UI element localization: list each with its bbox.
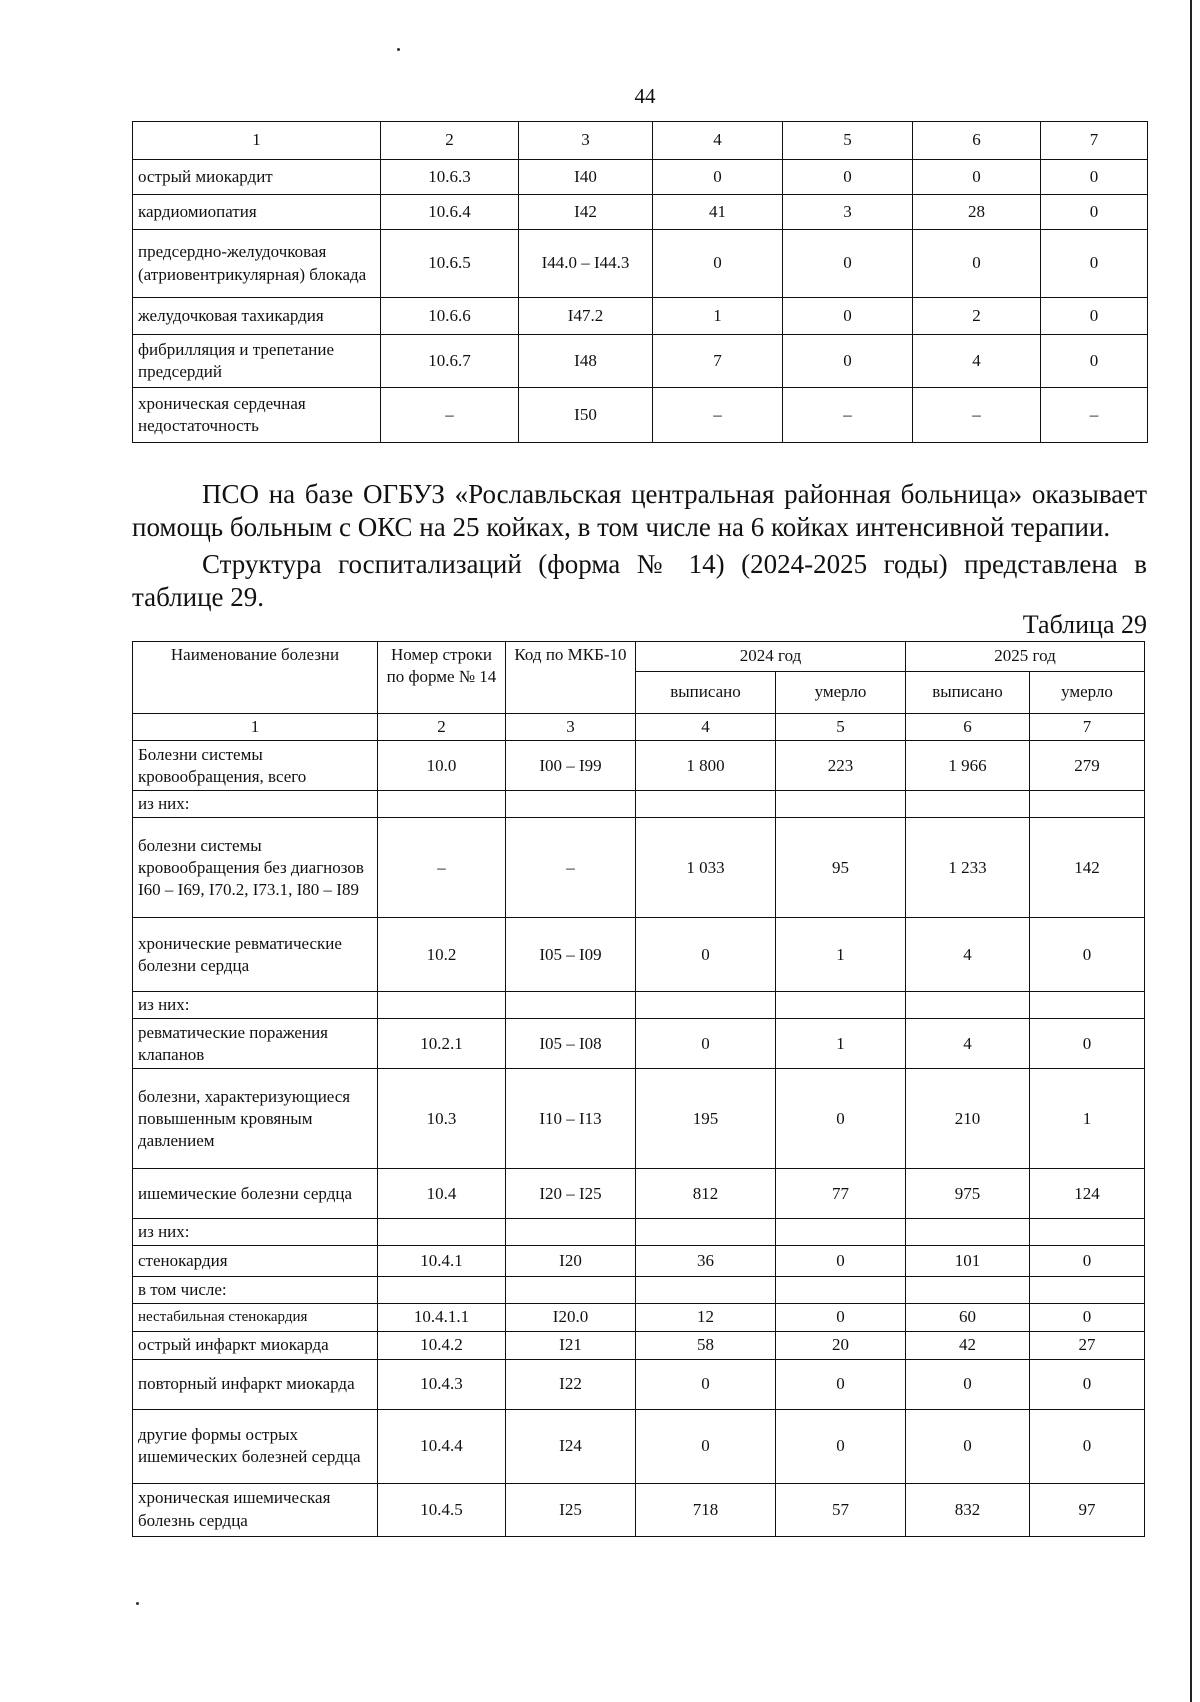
header-discharged: выписано: [636, 672, 776, 714]
column-number: 4: [653, 122, 783, 160]
table-cell: 12: [636, 1304, 776, 1331]
disease-name-cell: острый миокардит: [133, 160, 381, 195]
table-cell: 0: [783, 230, 913, 298]
table-cell: 0: [636, 918, 776, 992]
table-cell: I42: [519, 195, 653, 230]
table-cell: 812: [636, 1169, 776, 1219]
column-number: 5: [783, 122, 913, 160]
table-cell: I44.0 – I44.3: [519, 230, 653, 298]
top-table-header-row: [133, 122, 1148, 160]
scan-speck: [136, 1602, 139, 1605]
table-cell: 4: [906, 918, 1030, 992]
table-cell: 223: [776, 741, 906, 791]
table-cell: [906, 791, 1030, 818]
table-cell: 10.6.6: [381, 298, 519, 335]
table-cell: 10.4: [378, 1169, 506, 1219]
table-cell: 10.3: [378, 1069, 506, 1169]
table-cell: 0: [1030, 1409, 1145, 1483]
disease-name-cell: повторный инфаркт миокарда: [133, 1359, 378, 1409]
column-number: 5: [776, 714, 906, 741]
table-cell: –: [913, 388, 1041, 443]
table-cell: 0: [783, 335, 913, 388]
paragraph-beds: [132, 478, 1147, 544]
table-cell: [378, 992, 506, 1019]
disease-name-cell: Болезни системы кровообращения, всего: [133, 741, 378, 791]
table-row: [133, 298, 1148, 335]
table-cell: 57: [776, 1483, 906, 1536]
table-cell: [378, 1219, 506, 1246]
table-caption: Таблица 29: [1022, 610, 1147, 639]
disease-name-cell: нестабильная стенокардия: [133, 1304, 378, 1331]
table-cell: 10.2.1: [378, 1019, 506, 1069]
disease-name-cell: из них:: [133, 791, 378, 818]
header-year-2025: 2025 год: [906, 642, 1145, 672]
table-cell: 42: [906, 1331, 1030, 1359]
table-cell: 4: [913, 335, 1041, 388]
table-cell: 975: [906, 1169, 1030, 1219]
table-cell: –: [506, 818, 636, 918]
column-number: 2: [378, 714, 506, 741]
table-cell: I22: [506, 1359, 636, 1409]
table-cell: 10.6.5: [381, 230, 519, 298]
paragraph-text: Структура госпитализаций (форма № 14) (2024-2025 годы) представлена в таблице 29.: [132, 549, 1147, 612]
table-cell: [506, 992, 636, 1019]
table-cell: 0: [776, 1359, 906, 1409]
table-row: [133, 1219, 1145, 1246]
table-row: [133, 1359, 1145, 1409]
header-discharged: выписано: [906, 672, 1030, 714]
table-cell: 10.6.3: [381, 160, 519, 195]
table-cell: 60: [906, 1304, 1030, 1331]
column-number: 1: [133, 122, 381, 160]
table-cell: I40: [519, 160, 653, 195]
table-cell: 10.4.5: [378, 1483, 506, 1536]
table-cell: I50: [519, 388, 653, 443]
disease-name-cell: хроническая сердечная недостаточность: [133, 388, 381, 443]
table-cell: [636, 992, 776, 1019]
table-row: [133, 1483, 1145, 1536]
table-cell: 0: [636, 1019, 776, 1069]
table-cell: 0: [776, 1304, 906, 1331]
disease-name-cell: желудочковая тахикардия: [133, 298, 381, 335]
table-cell: 1 966: [906, 741, 1030, 791]
table-cell: 0: [913, 160, 1041, 195]
table-cell: 10.0: [378, 741, 506, 791]
table-cell: [906, 992, 1030, 1019]
table-cell: 20: [776, 1331, 906, 1359]
table-cell: I21: [506, 1331, 636, 1359]
table-cell: [776, 1277, 906, 1304]
table-cell: 36: [636, 1246, 776, 1277]
table-cell: 210: [906, 1069, 1030, 1169]
table-cell: 124: [1030, 1169, 1145, 1219]
table-cell: 1 033: [636, 818, 776, 918]
disease-name-cell: предсердно-желудочковая (атриовентрикулярная) блокада: [133, 230, 381, 298]
table-cell: 0: [1030, 918, 1145, 992]
table-row: [133, 388, 1148, 443]
table-cell: –: [783, 388, 913, 443]
table-cell: [506, 1219, 636, 1246]
column-number: 7: [1030, 714, 1145, 741]
column-number: 6: [913, 122, 1041, 160]
disease-name-cell: из них:: [133, 1219, 378, 1246]
table-cell: [906, 1219, 1030, 1246]
table-cell: 0: [1041, 160, 1148, 195]
disease-name-cell: хронические ревматические болезни сердца: [133, 918, 378, 992]
table-cell: 0: [653, 230, 783, 298]
table-cell: 10.4.3: [378, 1359, 506, 1409]
table-cell: 0: [913, 230, 1041, 298]
table-cell: 0: [1041, 335, 1148, 388]
table-cell: 1: [776, 1019, 906, 1069]
table-cell: 77: [776, 1169, 906, 1219]
disease-name-cell: фибрилляция и трепетание предсердий: [133, 335, 381, 388]
table-row: [133, 818, 1145, 918]
disease-name-cell: кардиомиопатия: [133, 195, 381, 230]
table-cell: I00 – I99: [506, 741, 636, 791]
table-cell: 0: [1041, 195, 1148, 230]
table-cell: [636, 791, 776, 818]
table-cell: 195: [636, 1069, 776, 1169]
table-cell: I25: [506, 1483, 636, 1536]
header-row: [133, 642, 1145, 672]
header-year-2024: 2024 год: [636, 642, 906, 672]
table-row: [133, 1019, 1145, 1069]
table-row: [133, 1409, 1145, 1483]
table-cell: 0: [906, 1409, 1030, 1483]
table-cell: I05 – I08: [506, 1019, 636, 1069]
table-cell: 28: [913, 195, 1041, 230]
disease-name-cell: другие формы острых ишемических болезней сердца: [133, 1409, 378, 1483]
table-cell: [776, 992, 906, 1019]
table-cell: 718: [636, 1483, 776, 1536]
table-cell: I47.2: [519, 298, 653, 335]
disease-name-cell: стенокардия: [133, 1246, 378, 1277]
table-row: [133, 160, 1148, 195]
table-cell: 0: [653, 160, 783, 195]
disease-name-cell: острый инфаркт миокарда: [133, 1331, 378, 1359]
table-cell: 2: [913, 298, 1041, 335]
table-cell: I05 – I09: [506, 918, 636, 992]
column-number: 2: [381, 122, 519, 160]
header-disease-name: Наименование болезни: [133, 642, 378, 714]
column-number: 3: [519, 122, 653, 160]
column-number-row: [133, 714, 1145, 741]
table-cell: 10.2: [378, 918, 506, 992]
table-cell: 0: [776, 1409, 906, 1483]
table-cell: [1030, 1219, 1145, 1246]
table-cell: [506, 791, 636, 818]
table-cell: –: [653, 388, 783, 443]
hospitalization-table: [132, 641, 1145, 1537]
disease-name-cell: болезни, характеризующиеся повышенным кровяным давлением: [133, 1069, 378, 1169]
table-cell: 4: [906, 1019, 1030, 1069]
disease-name-cell: хроническая ишемическая болезнь сердца: [133, 1483, 378, 1536]
column-number: 6: [906, 714, 1030, 741]
table-cell: 97: [1030, 1483, 1145, 1536]
table-row: [133, 1169, 1145, 1219]
table-cell: I20.0: [506, 1304, 636, 1331]
table-cell: [776, 791, 906, 818]
table-cell: [1030, 1277, 1145, 1304]
table-cell: [906, 1277, 1030, 1304]
table-cell: 0: [1041, 230, 1148, 298]
table-cell: 101: [906, 1246, 1030, 1277]
table-cell: 3: [783, 195, 913, 230]
table-cell: 10.6.4: [381, 195, 519, 230]
table-cell: 1: [653, 298, 783, 335]
table-cell: 1: [1030, 1069, 1145, 1169]
table-row: [133, 1304, 1145, 1331]
table-cell: –: [378, 818, 506, 918]
table-cell: 279: [1030, 741, 1145, 791]
column-number: 3: [506, 714, 636, 741]
table-cell: I10 – I13: [506, 1069, 636, 1169]
table-cell: 27: [1030, 1331, 1145, 1359]
table-cell: 10.4.4: [378, 1409, 506, 1483]
table-cell: –: [1041, 388, 1148, 443]
table-cell: 0: [783, 160, 913, 195]
header-icd-code: Код по МКБ-10: [506, 642, 636, 714]
table-row: [133, 1069, 1145, 1169]
table-cell: 0: [636, 1359, 776, 1409]
table-cell: 0: [1030, 1359, 1145, 1409]
paragraph-text: ПСО на базе ОГБУЗ «Рославльская центральная районная больница» оказывает помощь больным с ОКС на 25 койках, в том числе на 6 койках интенсивной терапии.: [132, 479, 1147, 542]
header-died: умерло: [776, 672, 906, 714]
table-cell: [776, 1219, 906, 1246]
table-cell: [636, 1219, 776, 1246]
table-cell: 0: [1030, 1246, 1145, 1277]
table-cell: 0: [783, 298, 913, 335]
header-died: умерло: [1030, 672, 1145, 714]
paragraph-structure: [132, 548, 1147, 614]
table-cell: 7: [653, 335, 783, 388]
table-cell: 1 233: [906, 818, 1030, 918]
table-cell: 142: [1030, 818, 1145, 918]
disease-name-cell: ревматические поражения клапанов: [133, 1019, 378, 1069]
table-row: [133, 335, 1148, 388]
table-cell: [1030, 791, 1145, 818]
table-cell: 0: [1030, 1019, 1145, 1069]
table-row: [133, 195, 1148, 230]
table-row: [133, 230, 1148, 298]
disease-name-cell: из них:: [133, 992, 378, 1019]
disease-name-cell: болезни системы кровообращения без диагнозов I60 – I69, I70.2, I73.1, I80 – I89: [133, 818, 378, 918]
table-cell: 10.4.1: [378, 1246, 506, 1277]
table-cell: 1 800: [636, 741, 776, 791]
table-cell: 0: [776, 1246, 906, 1277]
table-cell: 10.6.7: [381, 335, 519, 388]
table-cell: 0: [1041, 298, 1148, 335]
table-cell: [1030, 992, 1145, 1019]
column-number: 1: [133, 714, 378, 741]
table-row: [133, 741, 1145, 791]
page-number: 44: [634, 84, 656, 108]
table-cell: 832: [906, 1483, 1030, 1536]
table-cell: [378, 791, 506, 818]
table-cell: 95: [776, 818, 906, 918]
scan-edge-line: [1190, 0, 1192, 1702]
table-cell: 41: [653, 195, 783, 230]
table-row: [133, 1246, 1145, 1277]
table-cell: I20 – I25: [506, 1169, 636, 1219]
table-cell: 0: [776, 1069, 906, 1169]
table-cell: I24: [506, 1409, 636, 1483]
table-cell: 10.4.2: [378, 1331, 506, 1359]
top-table: [132, 121, 1148, 443]
disease-name-cell: ишемические болезни сердца: [133, 1169, 378, 1219]
table-cell: 0: [1030, 1304, 1145, 1331]
scan-speck: [397, 48, 400, 51]
header-row-number: Номер строки по форме № 14: [378, 642, 506, 714]
table-cell: 1: [776, 918, 906, 992]
table-cell: –: [381, 388, 519, 443]
table-cell: I20: [506, 1246, 636, 1277]
table-cell: I48: [519, 335, 653, 388]
disease-name-cell: в том числе:: [133, 1277, 378, 1304]
table-cell: 58: [636, 1331, 776, 1359]
table-cell: 0: [636, 1409, 776, 1483]
table-cell: [636, 1277, 776, 1304]
table-row: [133, 1277, 1145, 1304]
table-row: [133, 992, 1145, 1019]
table-cell: 10.4.1.1: [378, 1304, 506, 1331]
table-row: [133, 918, 1145, 992]
table-cell: [378, 1277, 506, 1304]
table-row: [133, 791, 1145, 818]
column-number: 4: [636, 714, 776, 741]
table-row: [133, 1331, 1145, 1359]
column-number: 7: [1041, 122, 1148, 160]
table-cell: [506, 1277, 636, 1304]
table-cell: 0: [906, 1359, 1030, 1409]
